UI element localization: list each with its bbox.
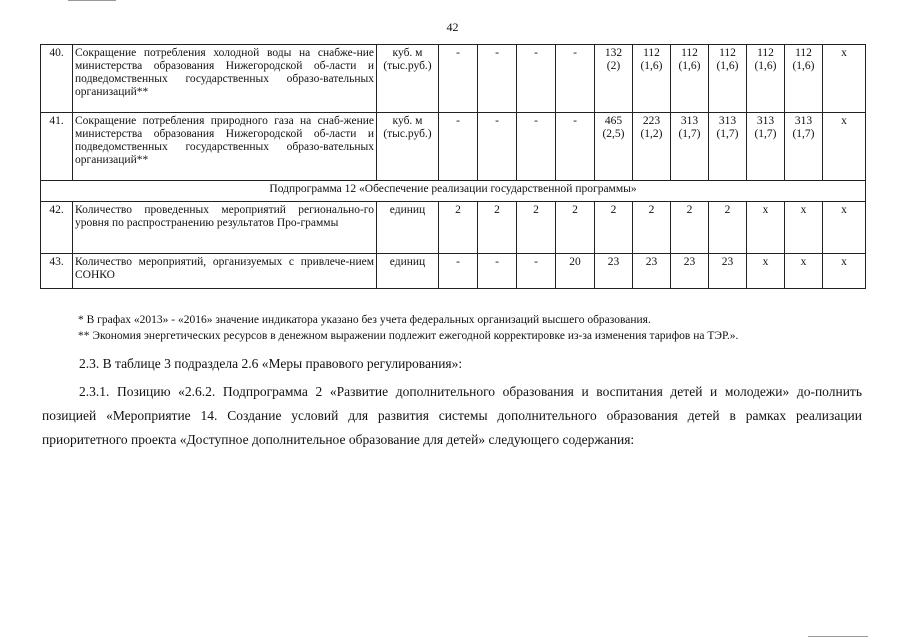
table-row — [41, 113, 866, 181]
page-number: 42 — [446, 20, 459, 34]
unit-cell: единиц — [377, 254, 439, 289]
value-cell: - — [439, 113, 478, 181]
value-cell: - — [478, 113, 517, 181]
value-cell: 132 (2) — [595, 45, 633, 113]
value-cell: - — [478, 45, 517, 113]
value-cell: 23 — [633, 254, 671, 289]
indicator-name: Количество мероприятий, организуемых с привлече-нием СОНКО — [73, 254, 377, 289]
value-cell: 2 — [709, 202, 747, 254]
subprogram-heading: Подпрограмма 12 «Обеспечение реализации государственной программы» — [41, 181, 866, 202]
value-cell: х — [823, 113, 866, 181]
value-cell: 23 — [671, 254, 709, 289]
value-cell: 2 — [671, 202, 709, 254]
paragraph: 2.3.1. Позицию «2.6.2. Подпрограмма 2 «Развитие дополнительного образования и воспитания детей и молодежи» до-полнить позицией «Мероприятие 14. Создание условий для развития системы дополнительного образования детей в рамках реализации приоритетного проекта «Доступное дополнительное образование для детей» следующего содержания: — [42, 384, 862, 447]
value-cell: 20 — [556, 254, 595, 289]
value-cell: - — [517, 45, 556, 113]
value-cell: - — [478, 254, 517, 289]
value-cell: - — [439, 45, 478, 113]
row-number: 42. — [41, 202, 73, 254]
table-footnotes — [78, 312, 738, 344]
value-cell: 2 — [595, 202, 633, 254]
subprogram-row — [41, 181, 866, 202]
value-cell: 112 (1,6) — [747, 45, 785, 113]
value-cell: 313 (1,7) — [671, 113, 709, 181]
value-cell: - — [556, 113, 595, 181]
value-cell: х — [747, 202, 785, 254]
paragraph: 2.3. В таблице 3 подраздела 2.6 «Меры правового регулирования»: — [79, 356, 463, 371]
footnote: ** Экономия энергетических ресурсов в денежном выражении подлежит ежегодной корректировке из-за изменения тарифов на ТЭР.». — [78, 330, 739, 342]
value-cell: 23 — [595, 254, 633, 289]
value-cell: 2 — [439, 202, 478, 254]
value-cell: 2 — [478, 202, 517, 254]
indicator-name: Сокращение потребления природного газа на снаб-жение министерства образования Нижегородской об-ласти и подведомственных государственных образо-вательных организаций** — [73, 113, 377, 181]
value-cell: х — [823, 45, 866, 113]
footnote: * В графах «2013» - «2016» значение индикатора указано без учета федеральных организаций высшего образования. — [78, 314, 651, 326]
row-number: 43. — [41, 254, 73, 289]
value-cell: 2 — [556, 202, 595, 254]
unit-cell: единиц — [377, 202, 439, 254]
value-cell: 313 (1,7) — [709, 113, 747, 181]
value-cell: 23 — [709, 254, 747, 289]
value-cell: х — [823, 202, 866, 254]
top-scan-mark — [68, 0, 116, 1]
value-cell: - — [439, 254, 478, 289]
value-cell: - — [517, 113, 556, 181]
value-cell: х — [823, 254, 866, 289]
unit-cell: куб. м (тыс.руб.) — [377, 113, 439, 181]
value-cell: х — [785, 254, 823, 289]
indicator-name: Количество проведенных мероприятий регионально-го уровня по распространению результатов Про-граммы — [73, 202, 377, 254]
value-cell: х — [747, 254, 785, 289]
value-cell: 313 (1,7) — [785, 113, 823, 181]
value-cell: 2 — [633, 202, 671, 254]
value-cell: 223 (1,2) — [633, 113, 671, 181]
indicator-name: Сокращение потребления холодной воды на снабже-ние министерства образования Нижегородской об-ласти и подведомственных государственных образо-вательных организаций** — [73, 45, 377, 113]
value-cell: 313 (1,7) — [747, 113, 785, 181]
unit-cell: куб. м (тыс.руб.) — [377, 45, 439, 113]
value-cell: 2 — [517, 202, 556, 254]
bottom-scan-mark — [808, 636, 868, 637]
table-row — [41, 254, 866, 289]
value-cell: х — [785, 202, 823, 254]
value-cell: 112 (1,6) — [709, 45, 747, 113]
row-number: 41. — [41, 113, 73, 181]
value-cell: - — [517, 254, 556, 289]
table-row — [41, 202, 866, 254]
value-cell: 112 (1,6) — [633, 45, 671, 113]
value-cell: - — [556, 45, 595, 113]
value-cell: 112 (1,6) — [785, 45, 823, 113]
row-number: 40. — [41, 45, 73, 113]
indicators-table — [40, 44, 866, 289]
value-cell: 112 (1,6) — [671, 45, 709, 113]
value-cell: 465 (2,5) — [595, 113, 633, 181]
table-row — [41, 45, 866, 113]
